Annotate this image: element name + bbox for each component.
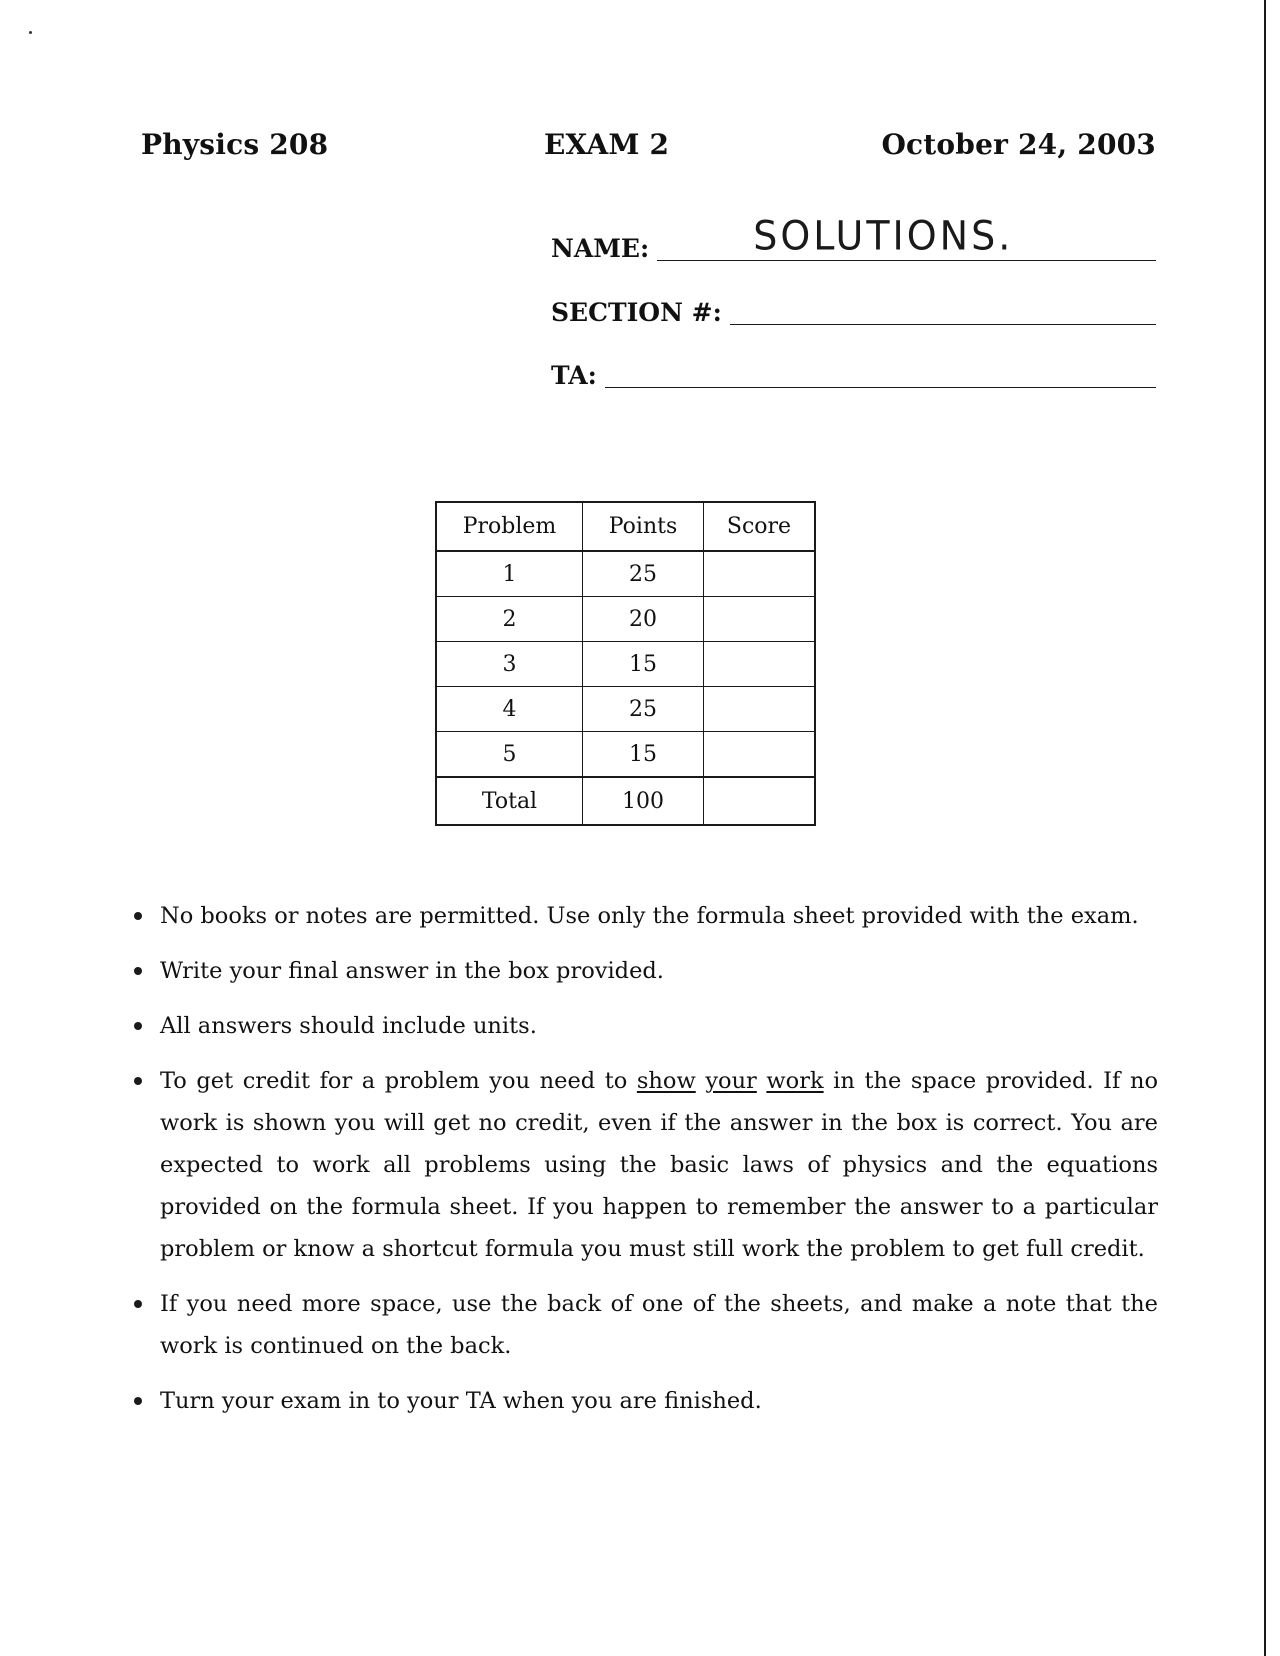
list-item xyxy=(133,895,1158,937)
list-item xyxy=(133,950,1158,992)
points-cell: 25 xyxy=(583,551,704,597)
score-table xyxy=(435,501,816,826)
bullet-icon xyxy=(134,967,142,975)
score-column-header: Score xyxy=(704,502,816,551)
total-points-cell: 100 xyxy=(583,777,704,825)
problem-cell: 1 xyxy=(436,551,583,597)
ta-label: TA: xyxy=(551,361,597,390)
underlined-work: work xyxy=(766,1068,824,1094)
section-line[interactable] xyxy=(730,298,1156,325)
problem-cell: 2 xyxy=(436,597,583,642)
total-row xyxy=(436,777,815,825)
name-handwritten-value: SOLUTIONS. xyxy=(753,212,1014,260)
score-cell[interactable] xyxy=(704,551,816,597)
name-line[interactable] xyxy=(657,212,1156,261)
table-row xyxy=(436,732,815,778)
bullet-icon xyxy=(134,1022,142,1030)
ta-field xyxy=(551,354,1156,388)
points-cell: 25 xyxy=(583,687,704,732)
table-row xyxy=(436,597,815,642)
problem-cell: 4 xyxy=(436,687,583,732)
points-column-header: Points xyxy=(583,502,704,551)
table-row xyxy=(436,642,815,687)
course-title: Physics 208 xyxy=(141,128,329,161)
instruction-text: in the space provided. If no work is shown you will get no credit, even if the answer in the box is correct. You are expected to work all problems using the basic laws of physics and the equations provided on the formula sheet. If you happen to remember the answer to a particular problem or know a shortcut formula you must still work the problem to get full credit. xyxy=(160,1068,1158,1262)
list-item xyxy=(133,1283,1158,1367)
total-score-cell[interactable] xyxy=(704,777,816,825)
score-cell[interactable] xyxy=(704,687,816,732)
score-cell[interactable] xyxy=(704,732,816,778)
name-label: NAME: xyxy=(551,234,650,263)
score-cell[interactable] xyxy=(704,597,816,642)
instruction-text: Turn your exam in to your TA when you are finished. xyxy=(160,1388,762,1414)
table-row xyxy=(436,687,815,732)
score-cell[interactable] xyxy=(704,642,816,687)
points-cell: 15 xyxy=(583,642,704,687)
bullet-icon xyxy=(134,1077,142,1085)
instructions-list xyxy=(133,895,1158,1435)
points-cell: 15 xyxy=(583,732,704,778)
instruction-text: No books or notes are permitted. Use only the formula sheet provided with the exam. xyxy=(160,903,1139,929)
problem-cell: 5 xyxy=(436,732,583,778)
total-label-cell: Total xyxy=(436,777,583,825)
ta-line[interactable] xyxy=(605,361,1156,388)
instruction-text: All answers should include units. xyxy=(160,1013,537,1039)
instruction-text: To get credit for a problem you need to xyxy=(160,1068,637,1094)
exam-title: EXAM 2 xyxy=(544,128,670,161)
bullet-icon xyxy=(134,1300,142,1308)
list-item xyxy=(133,1060,1158,1270)
table-row xyxy=(436,551,815,597)
underlined-your: your xyxy=(705,1068,757,1094)
points-cell: 20 xyxy=(583,597,704,642)
name-field xyxy=(551,212,1156,263)
exam-date: October 24, 2003 xyxy=(881,128,1156,161)
list-item xyxy=(133,1380,1158,1422)
bullet-icon xyxy=(134,912,142,920)
section-field xyxy=(551,291,1156,325)
problem-cell: 3 xyxy=(436,642,583,687)
scan-speck xyxy=(29,31,32,34)
bullet-icon xyxy=(134,1397,142,1405)
section-label: SECTION #: xyxy=(551,298,722,327)
instruction-text: If you need more space, use the back of one of the sheets, and make a note that the work is continued on the back. xyxy=(160,1291,1158,1359)
list-item xyxy=(133,1005,1158,1047)
problem-column-header: Problem xyxy=(436,502,583,551)
table-header-row xyxy=(436,502,815,551)
underlined-show: show xyxy=(636,1068,696,1094)
instruction-text: Write your final answer in the box provided. xyxy=(160,958,664,984)
page-edge xyxy=(1264,0,1280,1656)
